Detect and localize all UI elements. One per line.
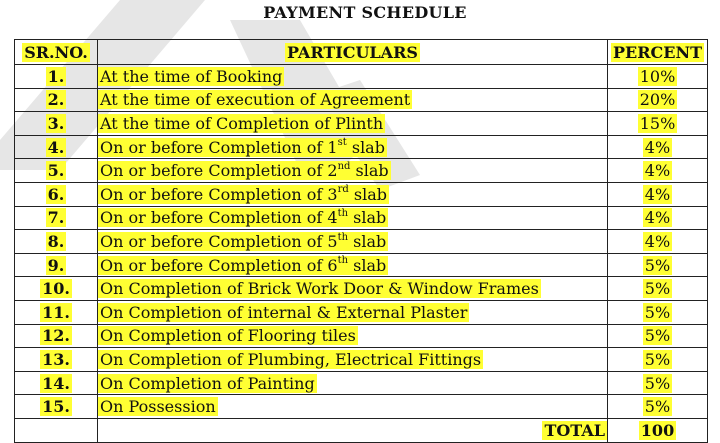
sr-no-cell xyxy=(15,348,98,372)
table-row xyxy=(15,324,708,348)
ordinal-suffix: th xyxy=(337,208,349,220)
total-value-cell xyxy=(608,418,708,442)
particulars-cell xyxy=(98,182,608,206)
payment-schedule-table xyxy=(14,39,708,443)
percent-value: 5% xyxy=(644,255,671,275)
sr-no: 14. xyxy=(42,373,70,393)
sr-no-cell xyxy=(15,395,98,419)
particulars-text xyxy=(98,279,541,298)
sr-no-cell xyxy=(15,135,98,159)
sr-no: 10. xyxy=(42,279,70,299)
sr-no: 7. xyxy=(47,208,65,228)
table-row xyxy=(15,395,708,419)
sr-no: 15. xyxy=(42,397,70,417)
particulars-cell xyxy=(98,348,608,372)
ordinal-suffix: nd xyxy=(337,160,351,172)
percent-value: 5% xyxy=(644,302,671,322)
percent-value: 5% xyxy=(644,279,671,299)
percent-cell xyxy=(608,159,708,183)
percent-value: 5% xyxy=(644,373,671,393)
table-row xyxy=(15,371,708,395)
sr-no-cell xyxy=(15,253,98,277)
particulars-suffix: slab xyxy=(348,208,387,228)
particulars-suffix: slab xyxy=(348,231,387,251)
header-sr-no xyxy=(15,40,98,65)
header-particulars-label: PARTICULARS xyxy=(287,42,418,62)
sr-no: 2. xyxy=(47,90,65,110)
table-body xyxy=(15,65,708,419)
percent-value: 5% xyxy=(644,326,671,346)
percent-value: 4% xyxy=(644,137,671,157)
percent-cell xyxy=(608,206,708,230)
sr-no: 12. xyxy=(42,326,70,346)
particulars-cell xyxy=(98,324,608,348)
particulars-text xyxy=(98,208,388,227)
particulars-cell xyxy=(98,371,608,395)
sr-no: 13. xyxy=(42,349,70,369)
percent-value: 5% xyxy=(644,397,671,417)
sr-no-cell xyxy=(15,206,98,230)
particulars-suffix: slab xyxy=(350,161,389,181)
percent-cell xyxy=(608,112,708,136)
particulars-main: On Completion of Painting xyxy=(100,373,315,393)
table-row xyxy=(15,300,708,324)
particulars-suffix: slab xyxy=(348,184,387,204)
particulars-text xyxy=(98,232,388,251)
total-value: 100 xyxy=(640,420,675,440)
particulars-cell xyxy=(98,135,608,159)
percent-cell xyxy=(608,324,708,348)
particulars-main: On or before Completion of 3 xyxy=(100,184,338,204)
percent-cell xyxy=(608,88,708,112)
percent-cell xyxy=(608,277,708,301)
sr-no-cell xyxy=(15,65,98,89)
particulars-main: On Completion of Plumbing, Electrical Fittings xyxy=(100,349,482,369)
particulars-cell xyxy=(98,88,608,112)
percent-value: 20% xyxy=(639,90,676,110)
header-particulars xyxy=(98,40,608,65)
particulars-text xyxy=(98,67,284,86)
particulars-main: At the time of execution of Agreement xyxy=(100,90,411,110)
table-header-row xyxy=(15,40,708,65)
particulars-cell xyxy=(98,230,608,254)
particulars-text xyxy=(98,397,218,416)
particulars-text xyxy=(98,114,385,133)
particulars-cell xyxy=(98,253,608,277)
sr-no: 9. xyxy=(47,255,65,275)
sr-no-cell xyxy=(15,371,98,395)
percent-cell xyxy=(608,348,708,372)
percent-value: 4% xyxy=(644,161,671,181)
percent-cell xyxy=(608,230,708,254)
particulars-cell xyxy=(98,112,608,136)
particulars-main: On or before Completion of 2 xyxy=(100,161,338,181)
percent-cell xyxy=(608,182,708,206)
particulars-suffix: slab xyxy=(346,137,385,157)
particulars-text xyxy=(98,374,317,393)
particulars-main: On or before Completion of 1 xyxy=(100,137,338,157)
percent-value: 4% xyxy=(644,231,671,251)
ordinal-suffix: rd xyxy=(337,184,349,196)
sr-no: 3. xyxy=(47,113,65,133)
table-row xyxy=(15,182,708,206)
percent-value: 4% xyxy=(644,208,671,228)
percent-cell xyxy=(608,300,708,324)
sr-no: 11. xyxy=(42,302,70,322)
table-row xyxy=(15,159,708,183)
sr-no: 1. xyxy=(47,66,65,86)
particulars-main: On or before Completion of 4 xyxy=(100,208,338,228)
ordinal-suffix: th xyxy=(337,231,349,243)
percent-value: 10% xyxy=(639,66,676,86)
sr-no: 4. xyxy=(47,137,65,157)
particulars-text xyxy=(98,303,469,322)
sr-no-cell xyxy=(15,182,98,206)
particulars-main: On Completion of Brick Work Door & Window Frames xyxy=(100,279,539,299)
sr-no-cell xyxy=(15,159,98,183)
particulars-main: On or before Completion of 6 xyxy=(100,255,338,275)
particulars-cell xyxy=(98,277,608,301)
sr-no-cell xyxy=(15,324,98,348)
particulars-cell xyxy=(98,65,608,89)
sr-no-cell xyxy=(15,300,98,324)
header-percent xyxy=(608,40,708,65)
ordinal-suffix: th xyxy=(337,255,349,267)
particulars-text xyxy=(98,256,388,275)
table-row xyxy=(15,65,708,89)
particulars-main: On or before Completion of 5 xyxy=(100,231,338,251)
table-row xyxy=(15,112,708,136)
particulars-main: On Possession xyxy=(100,397,216,417)
total-row xyxy=(15,418,708,442)
sr-no: 8. xyxy=(47,231,65,251)
sr-no: 6. xyxy=(47,184,65,204)
percent-cell xyxy=(608,371,708,395)
sr-no: 5. xyxy=(47,161,65,181)
particulars-text xyxy=(98,185,389,204)
header-sr-no-label: SR.NO. xyxy=(24,42,88,62)
particulars-main: At the time of Booking xyxy=(100,66,283,86)
particulars-main: On Completion of internal & External Plaster xyxy=(100,302,468,322)
particulars-text xyxy=(98,326,358,345)
percent-value: 15% xyxy=(639,113,676,133)
particulars-text xyxy=(98,138,387,157)
percent-cell xyxy=(608,395,708,419)
particulars-text xyxy=(98,161,391,180)
table-row xyxy=(15,277,708,301)
particulars-cell xyxy=(98,300,608,324)
sr-no-cell xyxy=(15,277,98,301)
table-row xyxy=(15,135,708,159)
particulars-main: On Completion of Flooring tiles xyxy=(100,326,356,346)
sr-no-cell xyxy=(15,230,98,254)
total-label-cell xyxy=(98,418,608,442)
particulars-text xyxy=(98,350,483,369)
particulars-cell xyxy=(98,159,608,183)
table-row xyxy=(15,206,708,230)
percent-value: 4% xyxy=(644,184,671,204)
ordinal-suffix: st xyxy=(337,137,347,149)
percent-cell xyxy=(608,65,708,89)
percent-value: 5% xyxy=(644,349,671,369)
total-blank-cell xyxy=(15,418,98,442)
table-row xyxy=(15,253,708,277)
total-label: TOTAL xyxy=(544,420,605,440)
page-title: PAYMENT SCHEDULE xyxy=(263,3,467,22)
sr-no-cell xyxy=(15,112,98,136)
particulars-suffix: slab xyxy=(348,255,387,275)
percent-cell xyxy=(608,253,708,277)
table-row xyxy=(15,348,708,372)
particulars-main: At the time of Completion of Plinth xyxy=(100,113,384,133)
percent-cell xyxy=(608,135,708,159)
particulars-cell xyxy=(98,206,608,230)
sr-no-cell xyxy=(15,88,98,112)
particulars-text xyxy=(98,90,412,109)
header-percent-label: PERCENT xyxy=(613,42,702,62)
particulars-cell xyxy=(98,395,608,419)
table-row xyxy=(15,230,708,254)
table-row xyxy=(15,88,708,112)
